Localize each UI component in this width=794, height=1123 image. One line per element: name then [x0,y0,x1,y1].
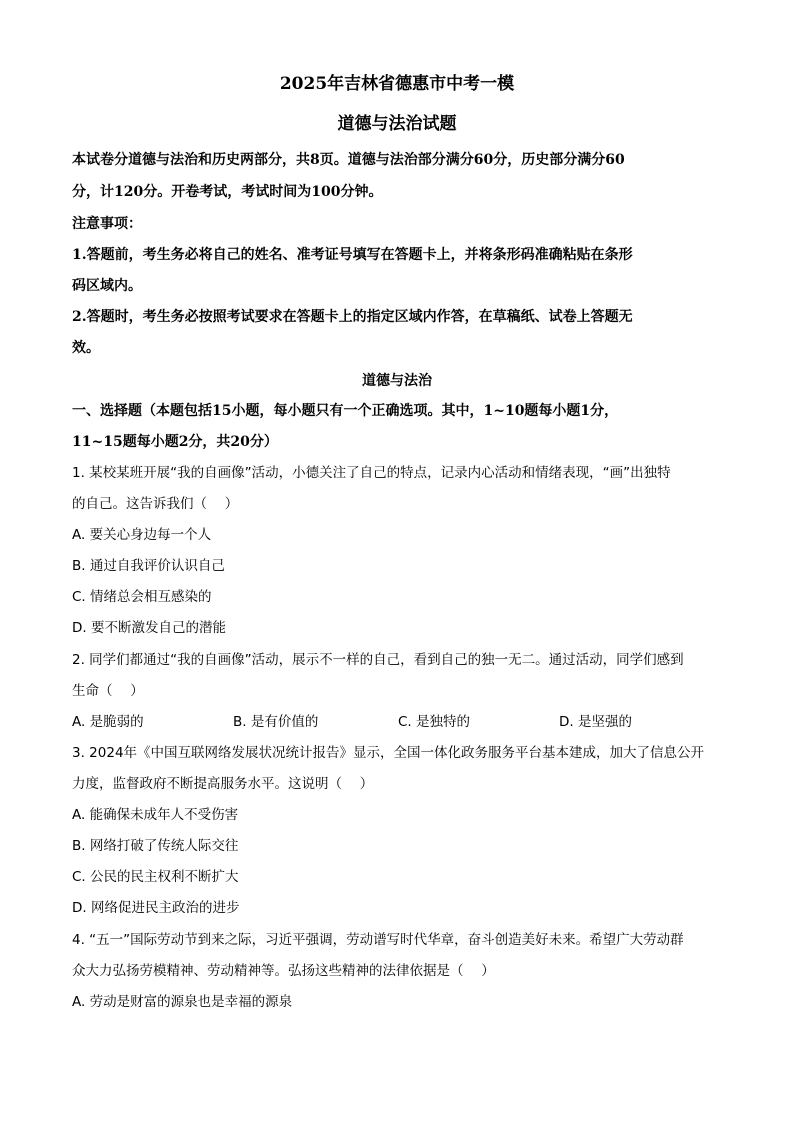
answer-option: D. 是坚强的 [559,714,632,730]
question-stem: 生命（ ） [72,683,144,699]
notice-item: 2.答题时，考生务必按照考试要求在答题卡上的指定区域内作答，在草稿纸、试卷上答题无 [72,309,633,325]
notice-item: 1.答题前，考生务必将自己的姓名、准考证号填写在答题卡上，并将条形码准确粘贴在条形 [72,247,633,263]
question-stem: 4. “五一”国际劳动节到来之际，习近平强调，劳动谱写时代华章，奋斗创造美好未来。希望广大劳动群 [72,932,684,948]
notice-item: 码区域内。 [72,278,142,294]
exam-title: 2025年吉林省德惠市中考一模 [279,74,515,94]
answer-option: D. 网络促进民主政治的进步 [72,900,240,916]
question-stem: 1. 某校某班开展“我的自画像”活动，小德关注了自己的特点，记录内心活动和情绪表现，“画”出独特 [72,465,671,481]
answer-option: A. 劳动是财富的源泉也是幸福的源泉 [72,994,293,1010]
answer-option: C. 是独特的 [398,714,471,730]
notice-item: 效。 [72,340,100,356]
answer-option: D. 要不断激发自己的潜能 [72,620,226,636]
answer-option: B. 是有价值的 [233,714,319,730]
question-stem: 3. 2024年《中国互联网络发展状况统计报告》显示，全国一体化政务服务平台基本建成，加大了信息公开 [72,745,705,761]
intro-line: 本试卷分道德与法治和历史两部分，共8页。道德与法治部分满分60分，历史部分满分60 [72,152,625,168]
question-stem: 众大力弘扬劳模精神、劳动精神等。弘扬这些精神的法律依据是（ ） [72,963,495,979]
notice-label: 注意事项： [72,216,142,232]
answer-option: B. 网络打破了传统人际交往 [72,838,239,854]
section-heading: 道德与法治 [362,373,432,389]
exam-subtitle: 道德与法治试题 [337,114,457,134]
answer-option: C. 情绪总会相互感染的 [72,589,212,605]
part-heading: 11~15题每小题2分，共20分） [72,434,278,450]
answer-options-row [72,712,724,732]
question-stem: 力度，监督政府不断提高服务水平。这说明（ ） [72,776,374,792]
intro-line: 分，计120分。开卷考试，考试时间为100分钟。 [72,184,383,200]
answer-option: A. 能确保未成年人不受伤害 [72,807,239,823]
answer-option: A. 是脆弱的 [72,714,144,730]
answer-option: B. 通过自我评价认识自己 [72,558,225,574]
part-heading: 一、选择题（本题包括15小题，每小题只有一个正确选项。其中，1~10题每小题1分， [72,403,619,419]
question-stem: 的自己。这告诉我们（ ） [72,496,239,512]
answer-option: A. 要关心身边每一个人 [72,527,212,543]
answer-option: C. 公民的民主权利不断扩大 [72,869,239,885]
question-stem: 2. 同学们都通过“我的自画像”活动，展示不一样的自己，看到自己的独一无二。通过活动，同学们感到 [72,652,684,668]
